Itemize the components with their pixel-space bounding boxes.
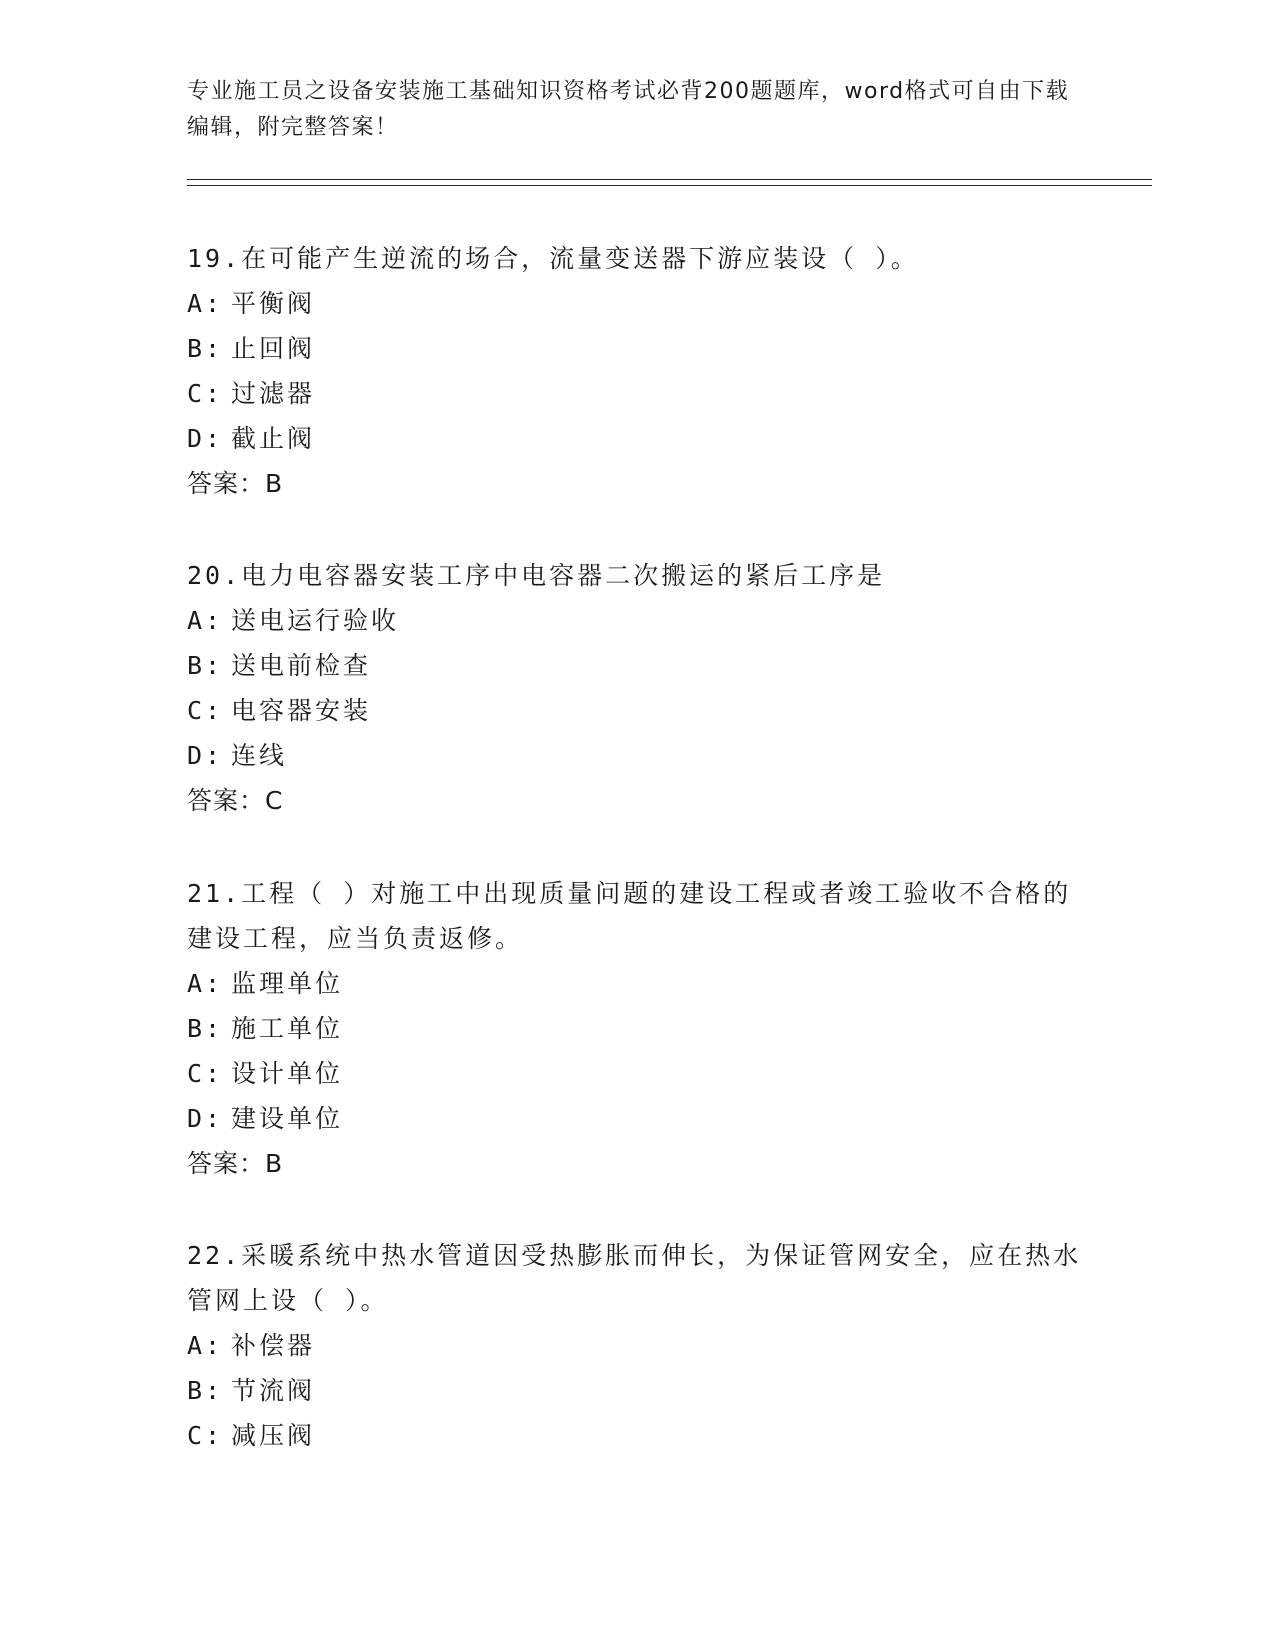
option-key: C:	[187, 379, 224, 408]
option-a	[187, 1323, 1087, 1368]
option-text: 连线	[231, 741, 288, 770]
answer-line: 答案：C	[187, 786, 284, 815]
option-text: 节流阀	[231, 1376, 316, 1405]
option-c	[187, 371, 1087, 416]
option-text: 补偿器	[231, 1331, 316, 1360]
question-21	[187, 871, 1087, 1186]
option-c	[187, 688, 1087, 733]
option-key: D:	[187, 424, 224, 453]
option-text: 施工单位	[231, 1014, 344, 1043]
option-key: A:	[187, 969, 224, 998]
option-b	[187, 1368, 1087, 1413]
option-key: D:	[187, 741, 224, 770]
option-text: 送电前检查	[231, 651, 372, 680]
option-text: 减压阀	[231, 1421, 316, 1450]
option-d	[187, 1096, 1087, 1141]
option-text: 建设单位	[231, 1104, 344, 1133]
option-text: 监理单位	[231, 969, 344, 998]
document-header: 专业施工员之设备安装施工基础知识资格考试必背200题题库，word格式可自由下载编辑，附完整答案！	[187, 79, 1070, 140]
option-key: B:	[187, 651, 224, 680]
option-d	[187, 733, 1087, 778]
option-a	[187, 281, 1087, 326]
option-key: B:	[187, 1014, 224, 1043]
option-a	[187, 598, 1087, 643]
option-text: 电容器安装	[231, 696, 372, 725]
option-text: 平衡阀	[231, 289, 316, 318]
option-text: 过滤器	[231, 379, 316, 408]
option-key: B:	[187, 334, 224, 363]
option-key: C:	[187, 1421, 224, 1450]
option-key: A:	[187, 289, 224, 318]
answer-line: 答案：B	[187, 1149, 284, 1178]
question-stem: 21.工程（ ）对施工中出现质量问题的建设工程或者竣工验收不合格的建设工程，应当负责返修。	[187, 879, 1072, 953]
header-divider-top	[187, 179, 1152, 180]
option-c	[187, 1051, 1087, 1096]
question-stem: 20.电力电容器安装工序中电容器二次搬运的紧后工序是	[187, 561, 886, 590]
question-19	[187, 236, 1087, 506]
option-c	[187, 1413, 1087, 1458]
option-key: A:	[187, 1331, 224, 1360]
header-divider-bottom	[187, 185, 1152, 186]
option-a	[187, 961, 1087, 1006]
option-d	[187, 416, 1087, 461]
option-key: B:	[187, 1376, 224, 1405]
option-b	[187, 326, 1087, 371]
question-20	[187, 553, 1087, 823]
question-stem: 22.采暖系统中热水管道因受热膨胀而伸长，为保证管网安全，应在热水管网上设（ ）。	[187, 1241, 1082, 1315]
option-text: 截止阀	[231, 424, 316, 453]
option-text: 送电运行验收	[231, 606, 400, 635]
question-22	[187, 1233, 1087, 1458]
option-b	[187, 643, 1087, 688]
answer-line: 答案：B	[187, 469, 284, 498]
option-text: 设计单位	[231, 1059, 344, 1088]
question-stem: 19.在可能产生逆流的场合，流量变送器下游应装设（ ）。	[187, 244, 919, 273]
option-text: 止回阀	[231, 334, 316, 363]
option-key: A:	[187, 606, 224, 635]
option-key: D:	[187, 1104, 224, 1133]
option-key: C:	[187, 1059, 224, 1088]
option-b	[187, 1006, 1087, 1051]
option-key: C:	[187, 696, 224, 725]
